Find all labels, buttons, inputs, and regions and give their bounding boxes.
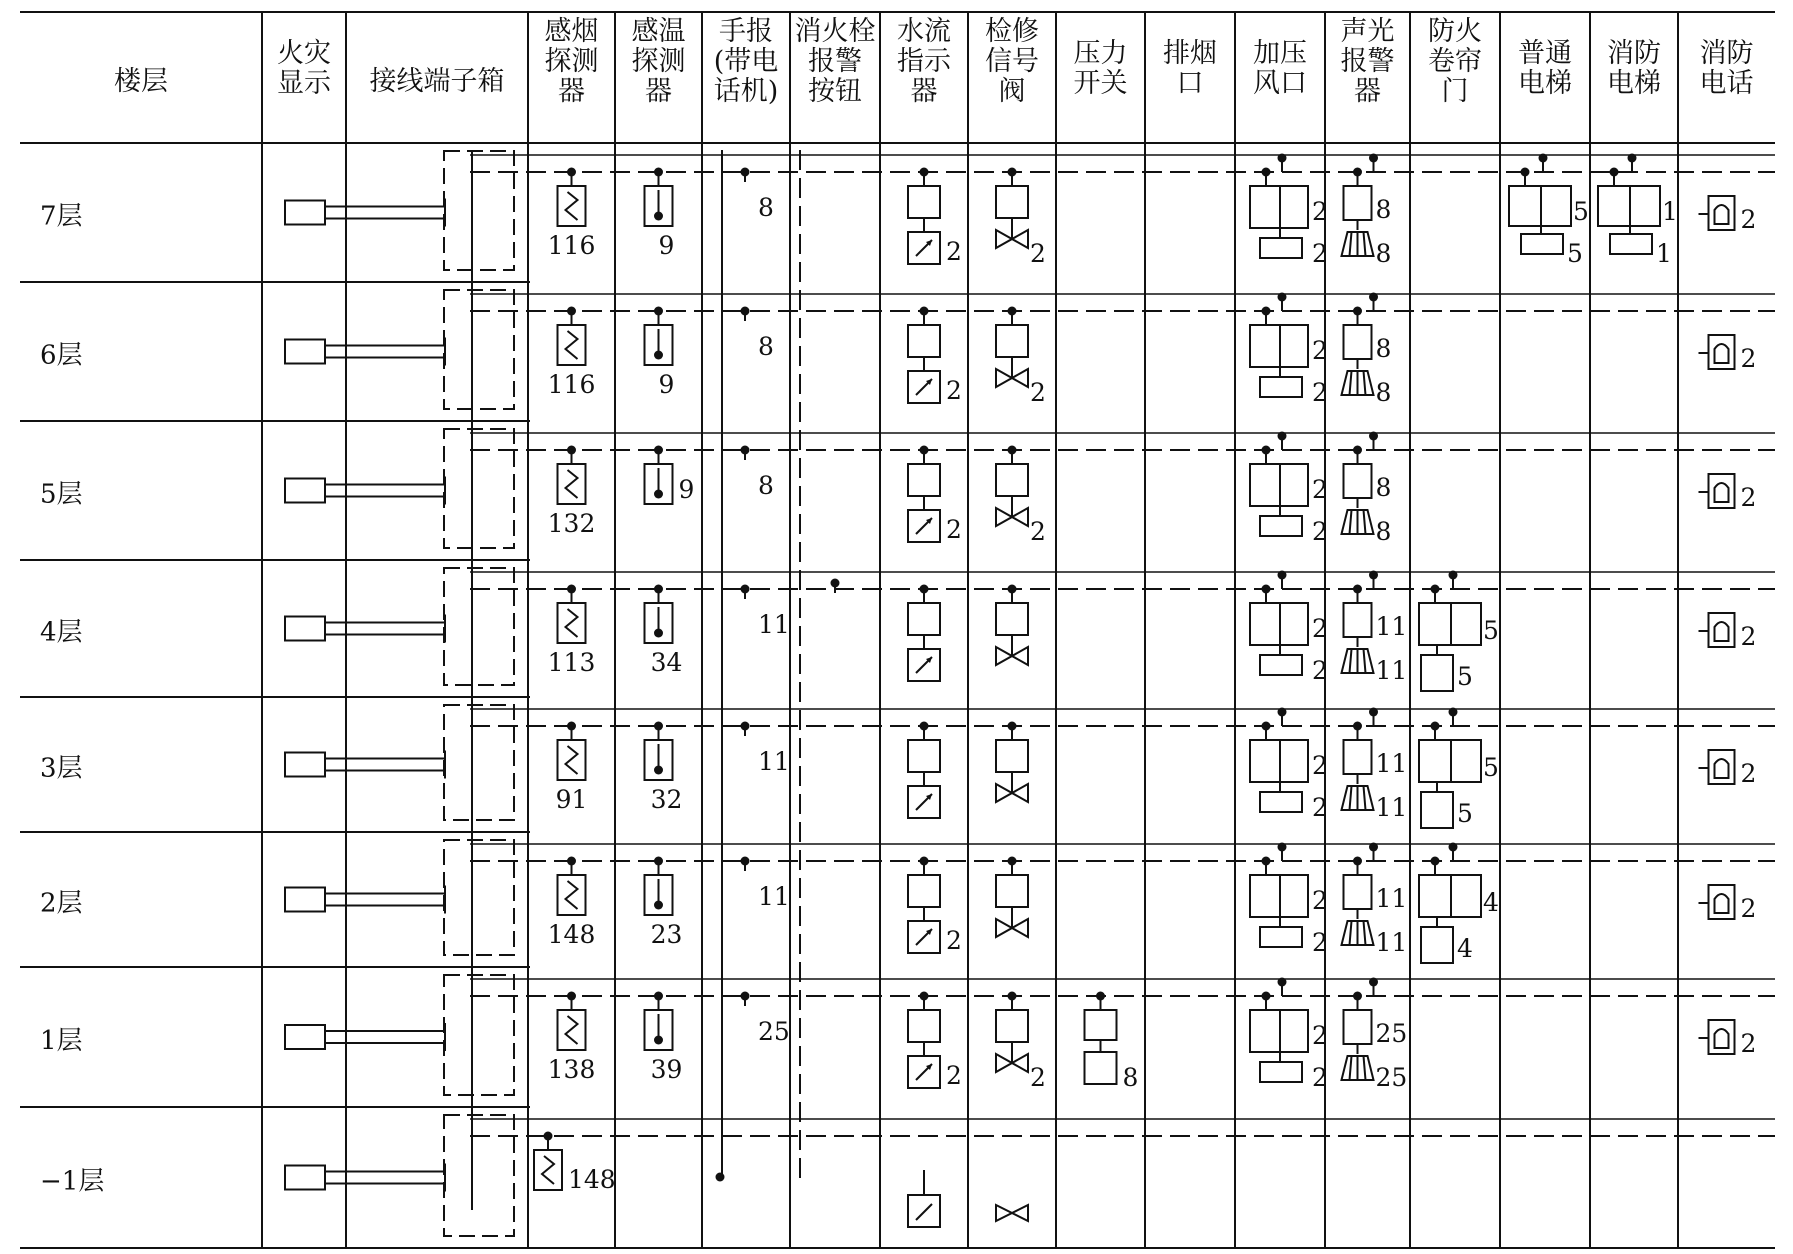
floor-label: −1层 bbox=[40, 1166, 105, 1197]
count-label: 8 bbox=[1375, 239, 1392, 268]
column-header: 显示 bbox=[277, 68, 331, 99]
fire-display-icon bbox=[285, 479, 325, 503]
count-label: 8 bbox=[758, 471, 774, 500]
count-label: 2 bbox=[1740, 205, 1757, 234]
column-header: 水流 bbox=[897, 16, 951, 47]
count-label: 5 bbox=[1483, 616, 1499, 645]
column-header: 指示 bbox=[897, 46, 951, 77]
count-label: 11 bbox=[1375, 884, 1408, 913]
column-header: 卷帘 bbox=[1428, 46, 1482, 77]
count-label: 148 bbox=[568, 1165, 616, 1194]
pressure-switch-icon bbox=[1085, 1010, 1117, 1040]
column-header: 器 bbox=[910, 76, 938, 107]
terminal-box bbox=[444, 1115, 514, 1236]
count-label: 116 bbox=[547, 370, 596, 399]
sound-light-alarm-icon bbox=[1344, 464, 1372, 498]
count-label: 2 bbox=[1312, 1021, 1328, 1050]
count-label: 2 bbox=[1312, 239, 1328, 268]
floor-label: 6层 bbox=[40, 340, 83, 371]
count-label: 5 bbox=[1567, 239, 1583, 268]
water-flow-indicator-icon bbox=[908, 603, 940, 635]
count-label: 2 bbox=[1312, 614, 1328, 643]
count-label: 2 bbox=[1030, 378, 1046, 407]
count-label: 8 bbox=[1375, 334, 1392, 363]
column-headers bbox=[114, 16, 1754, 107]
count-label: 2 bbox=[1312, 336, 1328, 365]
count-label: 23 bbox=[650, 920, 683, 949]
count-label: 9 bbox=[658, 231, 675, 260]
signal-valve-icon bbox=[996, 740, 1028, 772]
sound-light-alarm-icon bbox=[1344, 603, 1372, 637]
column-header: 按钮 bbox=[808, 76, 862, 107]
column-header: 报警 bbox=[808, 46, 862, 77]
sound-light-alarm-icon bbox=[1344, 1010, 1372, 1044]
terminal-box bbox=[444, 705, 514, 820]
count-label: 138 bbox=[547, 1055, 596, 1084]
count-label: 8 bbox=[1122, 1063, 1139, 1092]
count-label: 1 bbox=[1656, 239, 1672, 268]
column-header: 消防 bbox=[1607, 38, 1661, 69]
count-label: 2 bbox=[946, 926, 962, 955]
column-header: 接线端子箱 bbox=[369, 66, 505, 97]
count-label: 32 bbox=[650, 785, 683, 814]
terminal-box bbox=[444, 151, 514, 270]
count-label: 2 bbox=[1740, 483, 1757, 512]
column-header: 门 bbox=[1441, 76, 1469, 107]
count-label: 148 bbox=[547, 920, 596, 949]
floor-label: 4层 bbox=[40, 617, 83, 648]
count-label: 132 bbox=[547, 509, 596, 538]
count-label: 2 bbox=[1312, 197, 1328, 226]
count-label: 2 bbox=[1740, 1029, 1757, 1058]
column-header: 压力 bbox=[1073, 38, 1128, 69]
count-label: 8 bbox=[1375, 378, 1392, 407]
count-label: 25 bbox=[1375, 1063, 1408, 1092]
count-label: 8 bbox=[758, 332, 774, 361]
column-header: 加压 bbox=[1253, 38, 1307, 69]
column-header: 报警 bbox=[1340, 46, 1395, 77]
count-label: 39 bbox=[650, 1055, 683, 1084]
column-header: 探测 bbox=[631, 46, 686, 77]
count-label: 2 bbox=[1312, 793, 1328, 822]
count-label: 2 bbox=[1740, 622, 1757, 651]
column-header: 口 bbox=[1176, 68, 1204, 99]
count-label: 2 bbox=[946, 515, 962, 544]
terminal-box bbox=[444, 568, 514, 685]
sound-light-alarm-icon bbox=[1344, 325, 1372, 359]
fire-display-icon bbox=[285, 340, 325, 364]
count-label: 2 bbox=[1030, 239, 1046, 268]
count-label: 5 bbox=[1573, 197, 1589, 226]
sound-light-alarm-icon bbox=[1344, 186, 1372, 220]
count-label: 2 bbox=[1030, 517, 1046, 546]
fire-display-icon bbox=[285, 888, 325, 912]
column-header: 排烟 bbox=[1163, 38, 1217, 69]
count-label: 2 bbox=[1030, 1063, 1046, 1092]
count-label: 4 bbox=[1483, 888, 1499, 917]
count-label: 2 bbox=[1312, 886, 1328, 915]
water-flow-indicator-icon bbox=[908, 1010, 940, 1042]
signal-valve-icon bbox=[996, 1010, 1028, 1042]
column-header: 电梯 bbox=[1518, 68, 1572, 99]
signal-valve-icon bbox=[996, 1205, 1028, 1221]
count-label: 25 bbox=[1375, 1019, 1408, 1048]
column-header: 消防 bbox=[1699, 38, 1754, 69]
count-label: 2 bbox=[1740, 894, 1757, 923]
fire-display-icon bbox=[285, 1025, 325, 1049]
count-label: 11 bbox=[1375, 749, 1408, 778]
count-label: 2 bbox=[946, 237, 962, 266]
water-flow-indicator-icon bbox=[908, 325, 940, 357]
column-header: (带电 bbox=[713, 46, 779, 77]
water-flow-indicator-icon bbox=[908, 875, 940, 907]
column-header: 器 bbox=[645, 76, 672, 107]
count-label: 11 bbox=[1375, 928, 1408, 957]
count-label: 9 bbox=[658, 370, 675, 399]
column-header: 火灾 bbox=[277, 38, 331, 69]
count-label: 11 bbox=[1375, 656, 1408, 685]
count-label: 2 bbox=[1312, 751, 1328, 780]
column-header: 风口 bbox=[1253, 68, 1307, 99]
count-label: 25 bbox=[758, 1017, 790, 1046]
column-header: 消火栓 bbox=[794, 16, 876, 47]
floor-row bbox=[40, 429, 1756, 548]
count-label: 2 bbox=[1312, 517, 1328, 546]
floor-row bbox=[40, 840, 1756, 963]
column-header: 感温 bbox=[631, 16, 686, 47]
floor-row bbox=[40, 975, 1756, 1095]
sound-light-alarm-icon bbox=[1344, 740, 1372, 774]
terminal-box bbox=[444, 290, 514, 409]
count-label: 2 bbox=[1312, 928, 1328, 957]
column-header: 电梯 bbox=[1607, 68, 1661, 99]
count-label: 2 bbox=[1312, 378, 1328, 407]
signal-valve-icon bbox=[996, 325, 1028, 357]
water-flow-indicator-icon bbox=[908, 186, 940, 218]
count-label: 11 bbox=[758, 882, 790, 911]
count-label: 5 bbox=[1457, 799, 1473, 828]
count-label: 11 bbox=[1375, 612, 1408, 641]
count-label: 9 bbox=[678, 475, 695, 504]
column-header: 手报 bbox=[719, 16, 773, 47]
signal-valve-icon bbox=[996, 186, 1028, 218]
floor-label: 2层 bbox=[40, 888, 83, 919]
floor-label: 1层 bbox=[40, 1026, 83, 1056]
floor-row bbox=[40, 568, 1756, 691]
column-header: 楼层 bbox=[114, 66, 168, 97]
terminal-box bbox=[444, 975, 514, 1095]
count-label: 8 bbox=[1375, 517, 1392, 546]
column-header: 话机) bbox=[713, 76, 779, 107]
count-label: 11 bbox=[758, 610, 790, 639]
floor-label: 5层 bbox=[40, 479, 83, 510]
count-label: 8 bbox=[1375, 195, 1392, 224]
column-header: 声光 bbox=[1340, 16, 1395, 47]
signal-valve-icon bbox=[996, 875, 1028, 907]
water-flow-indicator-icon bbox=[908, 464, 940, 496]
fire-display-icon bbox=[285, 617, 325, 641]
count-label: 8 bbox=[758, 193, 774, 222]
count-label: 5 bbox=[1457, 662, 1473, 691]
column-header: 检修 bbox=[985, 16, 1039, 47]
count-label: 1 bbox=[1662, 197, 1678, 226]
sound-light-alarm-icon bbox=[1344, 875, 1372, 909]
column-header: 防火 bbox=[1428, 16, 1482, 47]
column-header: 普通 bbox=[1518, 38, 1572, 69]
count-label: 34 bbox=[650, 648, 683, 677]
count-label: 11 bbox=[758, 747, 790, 776]
count-label: 4 bbox=[1457, 934, 1473, 963]
count-label: 2 bbox=[1312, 475, 1328, 504]
fire-display-icon bbox=[285, 201, 325, 225]
column-header: 信号 bbox=[985, 46, 1039, 77]
signal-valve-icon bbox=[996, 603, 1028, 635]
column-header: 器 bbox=[558, 76, 585, 107]
count-label: 2 bbox=[1740, 344, 1757, 373]
count-label: 116 bbox=[547, 231, 596, 260]
count-label: 2 bbox=[946, 376, 962, 405]
count-label: 2 bbox=[1740, 759, 1757, 788]
terminal-box bbox=[444, 840, 514, 955]
fire-display-icon bbox=[285, 753, 325, 777]
count-label: 2 bbox=[946, 1061, 962, 1090]
count-label: 2 bbox=[1312, 656, 1328, 685]
signal-valve-icon bbox=[996, 464, 1028, 496]
count-label: 5 bbox=[1483, 753, 1499, 782]
floor-label: 7层 bbox=[40, 201, 83, 232]
column-header: 开关 bbox=[1073, 68, 1128, 99]
floor-label: 3层 bbox=[40, 753, 83, 784]
column-header: 电话 bbox=[1699, 68, 1754, 99]
column-header: 感烟 bbox=[544, 16, 599, 47]
floor-row bbox=[40, 290, 1756, 409]
count-label: 2 bbox=[1312, 1063, 1328, 1092]
column-header: 器 bbox=[1354, 76, 1381, 107]
fire-display-icon bbox=[285, 1166, 325, 1190]
column-header: 探测 bbox=[544, 46, 599, 77]
column-header: 阀 bbox=[998, 76, 1026, 107]
water-flow-indicator-icon bbox=[908, 740, 940, 772]
count-label: 8 bbox=[1375, 473, 1392, 502]
count-label: 91 bbox=[555, 785, 588, 814]
floor-row bbox=[40, 151, 1756, 270]
count-label: 113 bbox=[547, 648, 596, 677]
floor-row bbox=[40, 705, 1756, 828]
terminal-box bbox=[444, 429, 514, 548]
count-label: 11 bbox=[1375, 793, 1408, 822]
